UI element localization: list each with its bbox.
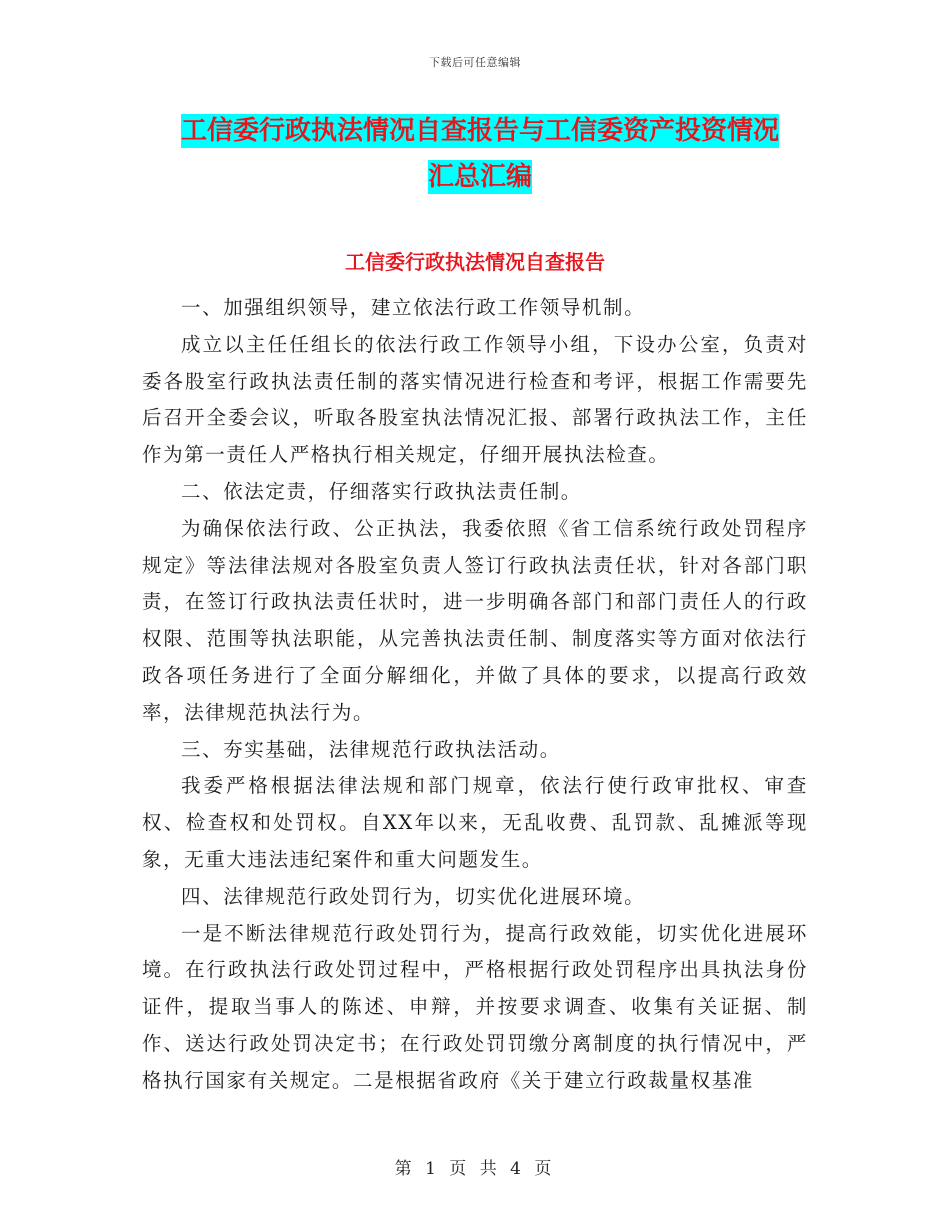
document-title: [140, 108, 820, 200]
paragraph: 我委严格根据法律法规和部门规章，依法行使行政审批权、审查权、检查权和处罚权。自XX年以来，无乱收费、乱罚款、乱摊派等现象，无重大违法违纪案件和重大问题发生。: [142, 774, 808, 871]
paragraph: 一、加强组织领导，建立依法行政工作领导机制。: [181, 296, 646, 319]
paragraph: 四、法律规范行政处罚行为，切实优化进展环境。: [181, 884, 646, 908]
paragraph: 为确保依法行政、公正执法，我委依照《省工信系统行政处罚程序规定》等法律法规对各股室负责人签订行政执法责任状，针对各部门职责，在签订行政执法责任状时，进一步明确各部门和部门责任人的行政权限、范围等执法职能，从完善执法责任制、制度落实等方面对依法行政各项任务进行了全面分解细化，并做了具体的要求，以提高行政效率，法律规范执法行为。: [142, 516, 808, 724]
paragraph: 二、依法定责，仔细落实行政执法责任制。: [181, 479, 582, 503]
header-note: 下载后可任意编辑: [429, 56, 521, 69]
page-footer: 第 1 页 共 4 页: [394, 1159, 556, 1179]
title-line-2: 汇总汇编: [427, 162, 532, 192]
paragraph: 成立以主任任组长的依法行政工作领导小组，下设办公室，负责对委各股室行政执法责任制的落实情况进行检查和考评，根据工作需要先后召开全委会议，听取各股室执法情况汇报、部署行政执法工作，主任作为第一责任人严格执行相关规定，仔细开展执法检查。: [142, 332, 808, 467]
paragraph: 三、夯实基础，法律规范行政执法活动。: [181, 737, 561, 761]
document-body: [142, 290, 808, 1100]
title-line-1: 工信委行政执法情况自查报告与工信委资产投资情况: [180, 116, 779, 146]
section-title: 工信委行政执法情况自查报告: [345, 250, 605, 274]
paragraph: 一是不断法律规范行政处罚行为，提高行政效能，切实优化进展环境。在行政执法行政处罚过程中，严格根据行政处罚程序出具执法身份证件，提取当事人的陈述、申辩，并按要求调查、收集有关证据、制作、送达行政处罚决定书；在行政处罚罚缴分离制度的执行情况中，严格执行国家有关规定。二是根据省政府《关于建立行政裁量权基准: [142, 921, 808, 1092]
